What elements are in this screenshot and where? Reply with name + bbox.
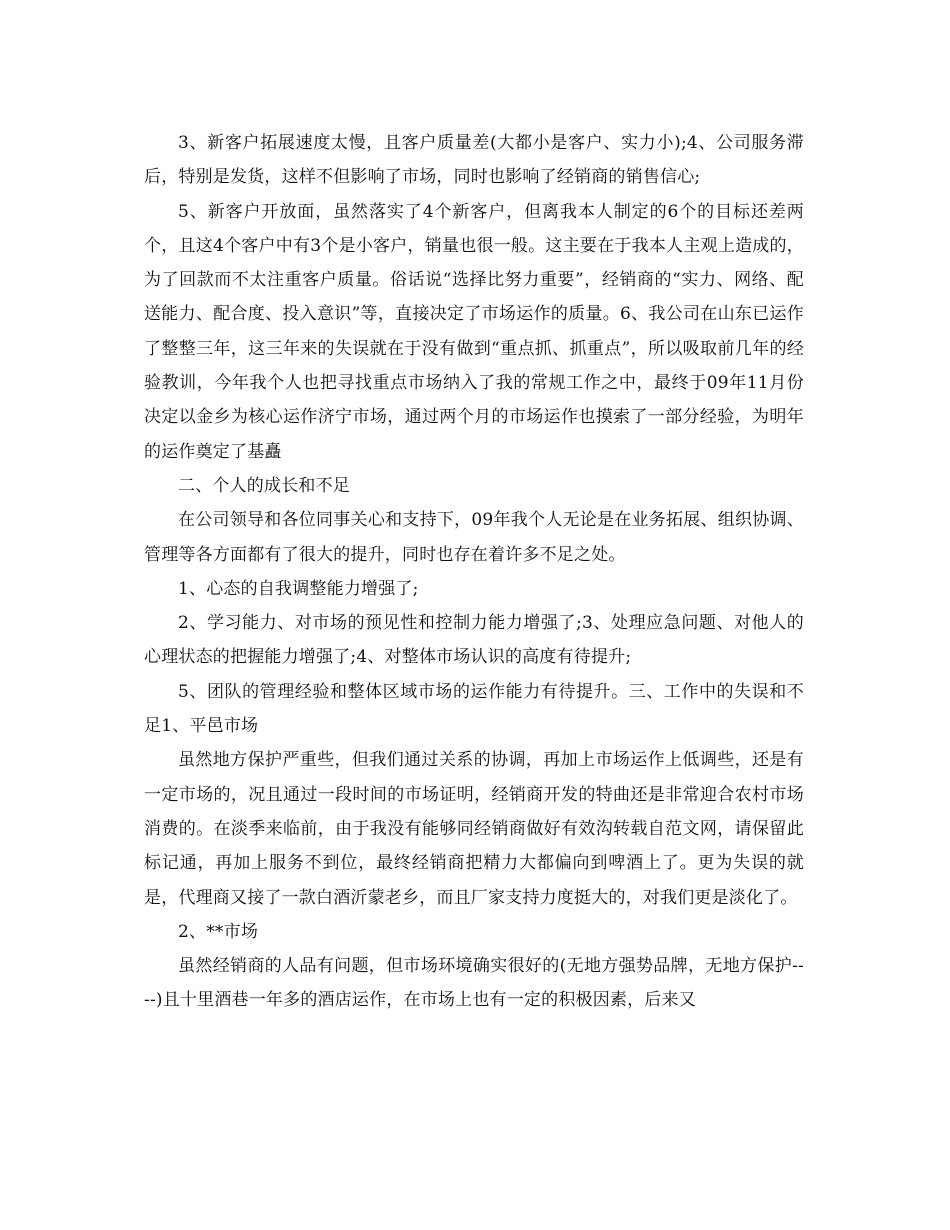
- paragraph-2: 5、新客户开放面，虽然落实了4个新客户，但离我本人制定的6个的目标还差两个，且这4个客户中有3个是小客户，销量也很一般。这主要在于我本人主观上造成的，为了回款而不太注重客户质量。俗话说“选择比努力重要”，经销商的“实力、网络、配送能力、配合度、投入意识”等，直接决定了市场运作的质量。6、我公司在山东已运作了整整三年，这三年来的失误就在于没有做到“重点抓、抓重点”，所以吸取前几年的经验教训，今年我个人也把寻找重点市场纳入了我的常规工作之中，最终于09年11月份决定以金乡为核心运作济宁市场，通过两个月的市场运作也摸索了一部分经验，为明年的运作奠定了基矗: [144, 201, 804, 462]
- list-item-1: 1、心态的自我调整能力增强了;: [178, 578, 419, 599]
- list-item-5: 5、团队的管理经验和整体区域市场的运作能力有待提升。三、工作中的失误和不足1、平邑市场: [144, 681, 804, 737]
- paragraph-1: 3、新客户拓展速度太慢，且客户质量差(大都小是客户、实力小);4、公司服务滞后，特别是发货，这样不但影响了市场，同时也影响了经销商的销售信心;: [144, 133, 804, 188]
- subheading-market-2: 2、**市场: [178, 921, 259, 942]
- paragraph-pingyi-market: 虽然地方保护严重些，但我们通过关系的协调，再加上市场运作上低调些，还是有一定市场的，况且通过一段时间的市场证明，经销商开发的特曲还是非常迎合农村市场消费的。在淡季来临前，由于我没有能够同经销商做好有效沟转载自范文网，请保留此标记通，再加上服务不到位，最终经销商把精力大都偏向到啤酒上了。更为失误的就是，代理商又接了一款白酒沂蒙老乡，而且厂家支持力度挺大的，对我们更是淡化了。: [144, 750, 804, 908]
- paragraph-3: 在公司领导和各位同事关心和支持下，09年我个人无论是在业务拓展、组织协调、管理等各方面都有了很大的提升，同时也存在着许多不足之处。: [144, 510, 804, 565]
- section-heading-personal-growth: 二、个人的成长和不足: [178, 475, 350, 496]
- paragraph-market-2: 虽然经销商的人品有问题，但市场环境确实很好的(无地方强势品牌，无地方保护----)且十里酒巷一年多的酒店运作，在市场上也有一定的积极因素，后来又: [144, 956, 804, 1011]
- document-page: [144, 126, 804, 1018]
- list-item-2: 2、学习能力、对市场的预见性和控制力能力增强了;3、处理应急问题、对他人的心理状态的把握能力增强了;4、对整体市场认识的高度有待提升;: [144, 613, 804, 668]
